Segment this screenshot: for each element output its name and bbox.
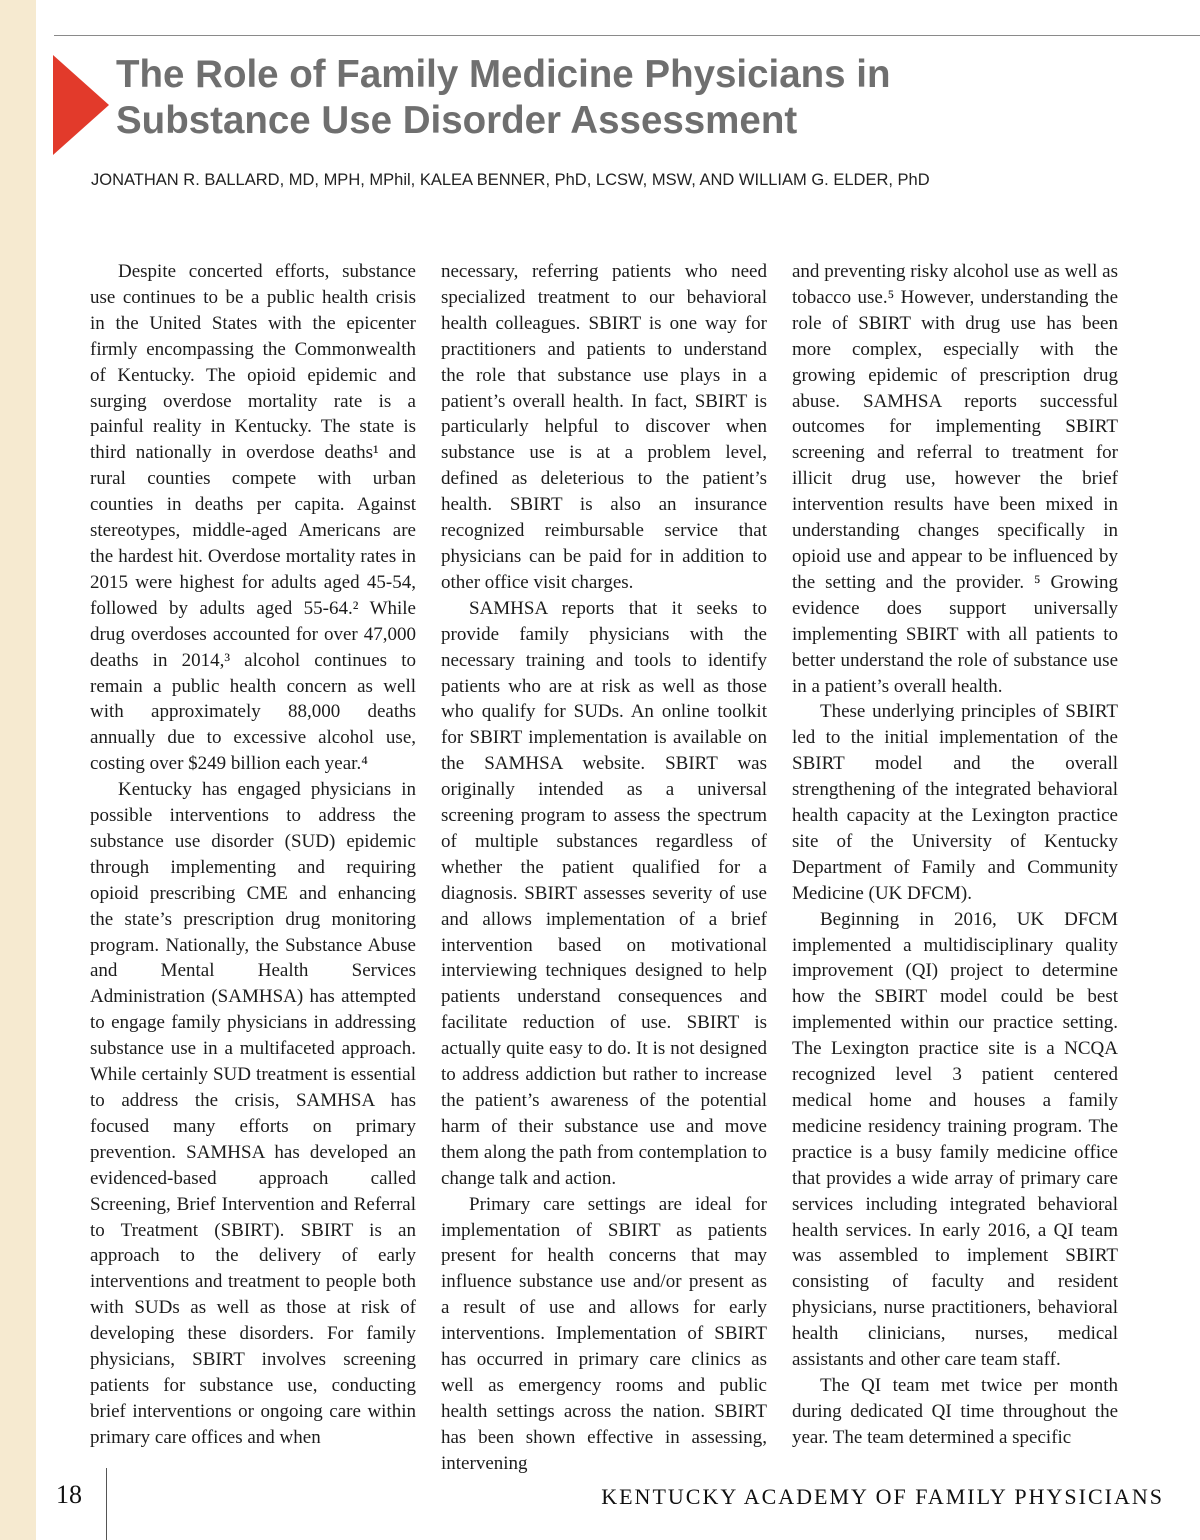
paragraph: necessary, referring patients who need specialized treatment to our behavioral health colleagues. SBIRT is one way for practitioners and patients to understand the role that substance use plays in a patient’s overall health. In fact, SBIRT is particularly helpful to discover when substance use is at a problem level, defined as deleterious to the patient’s health. SBIRT is also an insurance recognized reimbursable service that physicians can be paid for in addition to other office visit charges. <box>441 261 767 593</box>
author-byline: JONATHAN R. BALLARD, MD, MPH, MPhil, KALEA BENNER, PhD, LCSW, MSW, AND WILLIAM G. ELDER, PhD <box>91 171 930 189</box>
journal-name: KENTUCKY ACADEMY OF FAMILY PHYSICIANS <box>601 1484 1164 1509</box>
title-line-1: The Role of Family Medicine Physicians in <box>116 53 891 96</box>
paragraph: SAMHSA reports that it seeks to provide family physicians with the necessary training and tools to identify patients who are at risk as well as those who qualify for SUDs. An online toolkit for SBIRT implementation is available on the SAMHSA website. SBIRT was originally intended as a universal screening program to assess the spectrum of multiple substances regardless of whether the patient qualified for a diagnosis. SBIRT assesses severity of use and allows implementation of a brief intervention based on motivational interviewing techniques designed to help patients understand consequences and facilitate reduction of use. SBIRT is actually quite easy to do. It is not designed to address addiction but rather to increase the patient’s awareness of the potential harm of their substance use and move them along the path from contemplation to change talk and action. <box>441 597 767 1189</box>
article-title <box>116 52 1176 144</box>
text-column-2 <box>441 259 767 1477</box>
page-margin-stripe <box>0 0 36 1540</box>
footer-divider <box>106 1468 107 1540</box>
title-line-2: Substance Use Disorder Assessment <box>116 99 798 142</box>
red-arrow-icon <box>53 55 109 155</box>
text-column-3 <box>792 259 1118 1451</box>
paragraph: Primary care settings are ideal for implementation of SBIRT as patients present for health concerns that may influence substance use and/or present as a result of use and allows for early interventions. Implementation of SBIRT has occurred in primary care clinics as well as emergency rooms and public health settings across the nation. SBIRT has been shown effective in assessing, intervening <box>441 1193 767 1474</box>
page-number: 18 <box>56 1480 82 1509</box>
top-divider <box>54 35 1200 36</box>
paragraph: Kentucky has engaged physicians in possible interventions to address the substance use disorder (SUD) epidemic through implementing and requiring opioid prescribing CME and enhancing the state’s prescription drug monitoring program. Nationally, the Substance Abuse and Mental Health Services Administration (SAMHSA) has attempted to engage family physicians in addressing substance use in a multifaceted approach. While certainly SUD treatment is essential to address the crisis, SAMHSA has focused many efforts on primary prevention. SAMHSA has developed an evidenced-based approach called Screening, Brief Intervention and Referral to Treatment (SBIRT). SBIRT is an approach to the delivery of early interventions and treatment to people both with SUDs as well as those at risk of developing these disorders. For family physicians, SBIRT involves screening patients for substance use, conducting brief interventions or ongoing care within primary care offices and when <box>90 779 416 1448</box>
paragraph: and preventing risky alcohol use as well as tobacco use.⁵ However, understanding the role of SBIRT with drug use has been more complex, especially with the growing epidemic of prescription drug abuse. SAMHSA reports successful outcomes for implementing SBIRT screening and referral to treatment for illicit drug use, however the brief intervention results have been mixed in understanding changes specifically in opioid use and appear to be influenced by the setting and the provider. ⁵ Growing evidence does support universally implementing SBIRT with all patients to better understand the role of substance use in a patient’s overall health. <box>792 261 1118 697</box>
paragraph: These underlying principles of SBIRT led to the initial implementation of the SBIRT model and the overall strengthening of the integrated behavioral health capacity at the Lexington practice site of the University of Kentucky Department of Family and Community Medicine (UK DFCM). <box>792 701 1118 904</box>
text-column-1 <box>90 259 416 1451</box>
paragraph: Beginning in 2016, UK DFCM implemented a multidisciplinary quality improvement (QI) project to determine how the SBIRT model could be best implemented within our practice setting. The Lexington practice site is a NCQA recognized level 3 patient centered medical home and houses a family medicine residency training program. The practice is a busy family medicine office that provides a wide array of primary care services including integrated behavioral health services. In early 2016, a QI team was assembled to implement SBIRT consisting of faculty and resident physicians, nurse practitioners, behavioral health clinicians, nurses, medical assistants and other care team staff. <box>792 908 1118 1371</box>
paragraph: Despite concerted efforts, substance use continues to be a public health crisis in the United States with the epicenter firmly encompassing the Commonwealth of Kentucky. The opioid epidemic and surging overdose mortality rate is a painful reality in Kentucky. The state is third nationally in overdose deaths¹ and rural counties compete with urban counties in deaths per capita. Against stereotypes, middle-aged Americans are the hardest hit. Overdose mortality rates in 2015 were highest for adults aged 45-54, followed by adults aged 55-64.² While drug overdoses accounted for over 47,000 deaths in 2014,³ alcohol continues to remain a public health concern as well with approximately 88,000 deaths annually due to excessive alcohol use, costing over $249 billion each year.⁴ <box>90 261 416 775</box>
paragraph: The QI team met twice per month during dedicated QI time throughout the year. The team determined a specific <box>792 1374 1118 1448</box>
